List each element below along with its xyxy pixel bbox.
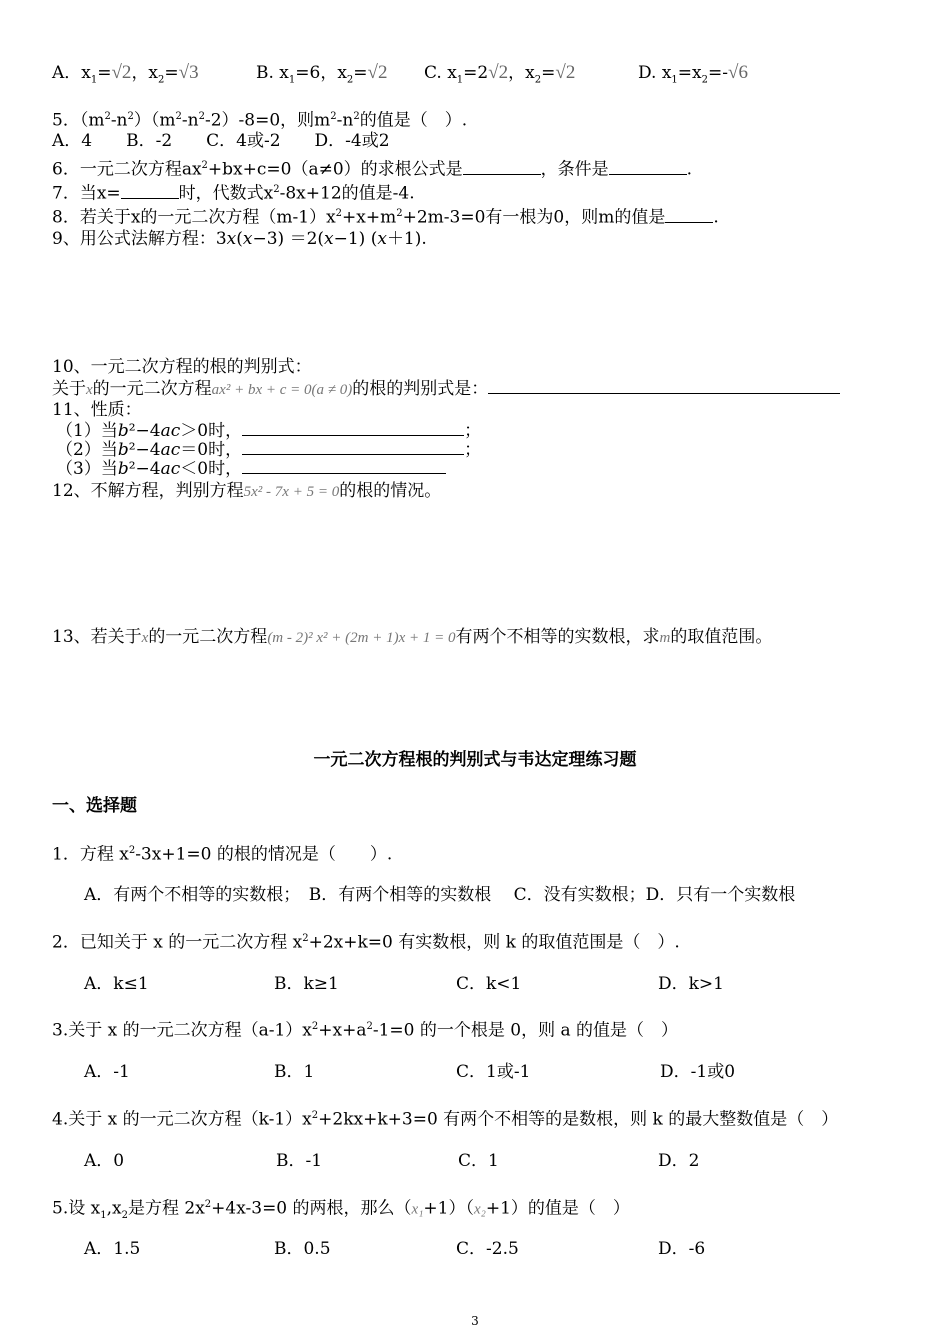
q4-option-d xyxy=(638,62,748,91)
sqrt-expression: √6 xyxy=(728,62,748,83)
text: ＜0时， xyxy=(180,459,243,479)
answer-blank[interactable] xyxy=(609,158,687,175)
text: -8x+12的值是-4. xyxy=(279,183,415,204)
text: C. x xyxy=(424,63,457,83)
question-8 xyxy=(52,203,719,229)
text: -n xyxy=(336,110,354,131)
q4-option-c xyxy=(424,62,575,91)
subscript: 2 xyxy=(534,74,542,86)
q4-option-b xyxy=(256,62,387,91)
text: 3.关于 x 的一元二次方程（a-1）x xyxy=(52,1020,312,1041)
mc-question-1-options: A．有两个不相等的实数根； B．有两个相等的实数根 C．没有实数根；D．只有一个实数根 xyxy=(84,885,796,905)
superscript: 2 xyxy=(366,1021,373,1032)
text: ²−4 xyxy=(128,421,161,441)
text: +2kx+k+3=0 有两个不相等的是数根，则 k 的最大整数值是（ ） xyxy=(318,1109,839,1130)
superscript: 2 xyxy=(104,111,111,122)
text: =2 xyxy=(463,63,489,83)
text: 是方程 2x xyxy=(127,1198,205,1219)
text: -n xyxy=(181,110,199,131)
mc-question-4 xyxy=(52,1105,838,1131)
variable: ac xyxy=(160,440,181,460)
text: +x+a xyxy=(318,1020,367,1041)
section-title: 一元二次方程根的判别式与韦达定理练习题 xyxy=(313,750,637,770)
option-a: A．-1 xyxy=(84,1062,130,1082)
text: （2）当 xyxy=(56,440,118,460)
text: −3) ＝2( xyxy=(252,229,325,249)
text: ²−4 xyxy=(128,440,161,460)
question-5 xyxy=(52,106,467,132)
text: 13、若关于 xyxy=(52,627,142,647)
text: -3x+1=0 的根的情况是（ ）. xyxy=(135,844,393,865)
part-title: 一、选择题 xyxy=(52,796,137,816)
option-a: A．k≤1 xyxy=(84,974,149,994)
text: = xyxy=(164,63,179,83)
option-d: D．2 xyxy=(658,1151,700,1171)
superscript: 2 xyxy=(311,1110,319,1121)
option-b: B．k≥1 xyxy=(274,974,339,994)
text: ( xyxy=(236,229,243,249)
variable: x xyxy=(141,630,149,646)
text: 5．（m xyxy=(52,110,105,131)
option-b: B．0.5 xyxy=(274,1239,331,1259)
text: 7．当x= xyxy=(52,183,121,204)
superscript: 2 xyxy=(175,111,182,122)
text: -1=0 的一个根是 0，则 a 的值是（ ） xyxy=(372,1020,679,1041)
q4-options-row xyxy=(52,62,199,91)
text: +x+m xyxy=(342,207,397,228)
subscript: 2 xyxy=(701,74,709,86)
option-a: A．0 xyxy=(84,1151,125,1171)
superscript: 2 xyxy=(128,845,136,856)
question-12 xyxy=(52,480,441,503)
text: ，条件是 xyxy=(540,159,609,180)
text: 的一元二次方程 xyxy=(92,379,212,399)
text: 12、不解方程，判别方程 xyxy=(52,481,244,501)
text: 时，代数式x xyxy=(178,183,274,204)
text: = xyxy=(97,63,112,83)
text: =- xyxy=(708,63,729,83)
option-b: B．1 xyxy=(274,1062,315,1082)
text: 有两个不相等的实数根，求 xyxy=(455,627,660,647)
text: -2）-8=0，则m xyxy=(204,110,331,131)
superscript: 2 xyxy=(198,111,205,122)
text: = xyxy=(353,63,368,83)
text: ）（m xyxy=(133,110,176,131)
superscript: 2 xyxy=(273,184,280,195)
subscript: 1 xyxy=(288,74,296,86)
equation: (m - 2)² x² + (2m + 1)x + 1 = 0 xyxy=(267,630,456,646)
variable: m xyxy=(659,630,671,646)
text: 5.设 x xyxy=(52,1198,101,1219)
variable: x xyxy=(226,229,237,249)
answer-blank[interactable] xyxy=(242,419,464,436)
text: 9、用公式法解方程：3 xyxy=(52,229,227,249)
superscript: 2 xyxy=(330,111,337,122)
variable: x xyxy=(377,229,387,249)
text: +2x+k=0 有实数根，则 k 的取值范围是（ ）. xyxy=(308,932,680,953)
answer-blank[interactable] xyxy=(463,158,541,175)
mc-question-1 xyxy=(52,840,392,866)
subscript: 1 xyxy=(671,74,678,86)
text: 8．若关于x的一元二次方程（m-1）x xyxy=(52,207,336,228)
option-c: C．-2.5 xyxy=(456,1239,519,1259)
option-d: D．-6 xyxy=(658,1239,706,1259)
text: ＞0时， xyxy=(180,421,243,441)
superscript: 2 xyxy=(127,111,134,122)
subscript: 1 xyxy=(100,1210,107,1222)
question-13 xyxy=(52,626,772,649)
text: ,x xyxy=(106,1198,122,1219)
superscript: 2 xyxy=(353,111,360,122)
variable: ac xyxy=(160,421,181,441)
variable: x xyxy=(86,382,93,398)
text: 的值是（ ）. xyxy=(359,110,468,131)
text: 的一元二次方程 xyxy=(148,627,268,647)
sqrt-expression: √3 xyxy=(178,62,199,83)
text: . xyxy=(686,159,693,180)
superscript: 2 xyxy=(311,1021,319,1032)
equation: ax² + bx + c = 0(a ≠ 0) xyxy=(211,382,353,398)
text: ＋1). xyxy=(386,229,427,249)
text: +1）（ xyxy=(423,1198,474,1219)
mc-question-2 xyxy=(52,928,680,954)
question-11-title: 11、性质： xyxy=(52,400,142,420)
sqrt-expression: √2 xyxy=(367,62,388,83)
option-d: D．-1或0 xyxy=(660,1062,736,1082)
superscript: 2 xyxy=(302,933,309,944)
text: ； xyxy=(464,440,482,460)
text: （1）当 xyxy=(56,421,118,441)
text: ²−4 xyxy=(128,459,161,479)
variable: x₂ xyxy=(473,1201,486,1218)
sqrt-expression: √2 xyxy=(111,62,132,83)
question-7 xyxy=(52,179,415,205)
text: D. x xyxy=(638,63,672,83)
text: +2m-3=0有一根为0，则m的值是 xyxy=(402,207,666,228)
question-5-options: A．4 B．-2 C．4或-2 D．-4或2 xyxy=(52,131,390,151)
text: =x xyxy=(677,63,702,83)
sqrt-expression: √2 xyxy=(488,62,509,83)
question-10 xyxy=(52,377,840,401)
text: 2．已知关于 x 的一元二次方程 x xyxy=(52,932,303,953)
equation: 5x² - 7x + 5 = 0 xyxy=(243,484,340,500)
answer-blank[interactable] xyxy=(665,206,713,223)
text: B. x xyxy=(256,63,289,83)
subscript: 1 xyxy=(456,74,464,86)
text: （3）当 xyxy=(56,459,118,479)
text: −1) ( xyxy=(333,229,378,249)
variable: ac xyxy=(160,459,181,479)
text: 4.关于 x 的一元二次方程（k-1）x xyxy=(52,1109,312,1130)
text: ，x xyxy=(508,63,535,83)
superscript: 2 xyxy=(204,1199,212,1210)
text: +4x-3=0 的两根，那么（ xyxy=(211,1198,412,1219)
answer-blank[interactable] xyxy=(242,457,446,474)
option-c: C．1 xyxy=(458,1151,499,1171)
text: +1）的值是（ ） xyxy=(485,1198,630,1219)
variable: x₁ xyxy=(411,1201,424,1218)
variable: b xyxy=(117,459,129,479)
text: 6．一元二次方程ax xyxy=(52,159,202,180)
subscript: 1 xyxy=(90,74,98,86)
mc-question-3 xyxy=(52,1016,678,1042)
text: ，x xyxy=(131,63,159,83)
subscript: 2 xyxy=(346,74,354,86)
question-6 xyxy=(52,155,692,181)
text: 的根的情况。 xyxy=(339,481,442,501)
answer-blank[interactable] xyxy=(242,438,464,455)
superscript: 2 xyxy=(335,208,343,219)
text: ＝0时， xyxy=(180,440,243,460)
property-3 xyxy=(56,457,446,480)
variable: x xyxy=(242,229,253,249)
option-c: C．k<1 xyxy=(456,974,522,994)
superscript: 2 xyxy=(396,208,403,219)
text: +bx+c=0（a≠0）的求根公式是 xyxy=(207,159,463,180)
text: 1．方程 x xyxy=(52,844,129,865)
variable: x xyxy=(324,229,334,249)
text: = xyxy=(541,63,556,83)
answer-blank[interactable] xyxy=(121,182,179,199)
option-c: C．1或-1 xyxy=(456,1062,531,1082)
question-9 xyxy=(52,228,427,250)
option-a: A．1.5 xyxy=(84,1239,141,1259)
subscript: 2 xyxy=(121,1210,128,1222)
option-b: B．-1 xyxy=(276,1151,323,1171)
text: -n xyxy=(110,110,128,131)
text: 关于 xyxy=(52,379,86,399)
mc-question-5 xyxy=(52,1194,630,1227)
superscript: 2 xyxy=(201,160,208,171)
page-number: 3 xyxy=(471,1314,479,1328)
variable: b xyxy=(117,421,129,441)
variable: b xyxy=(117,440,129,460)
text: 的根的判别式是： xyxy=(352,379,489,399)
sqrt-expression: √2 xyxy=(555,62,576,83)
text: . xyxy=(713,207,719,228)
text: =6，x xyxy=(295,63,347,83)
question-10-title: 10、一元二次方程的根的判别式： xyxy=(52,357,312,377)
option-d: D．k>1 xyxy=(658,974,724,994)
text: ； xyxy=(464,421,482,441)
answer-blank[interactable] xyxy=(488,377,840,394)
text: 的取值范围。 xyxy=(670,627,773,647)
option-a-label: A．x xyxy=(52,63,91,83)
subscript: 2 xyxy=(158,74,165,86)
